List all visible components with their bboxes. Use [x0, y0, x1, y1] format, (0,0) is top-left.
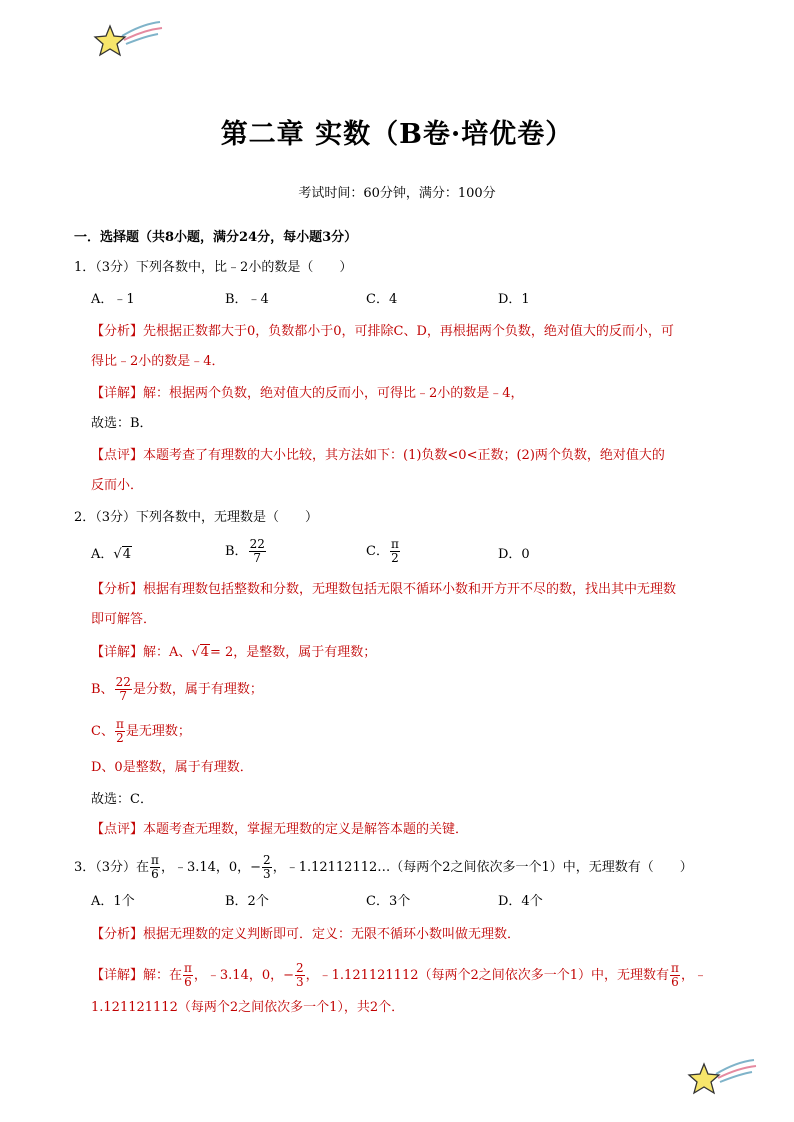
q3-detail-line2: 1.121121112（每两个2之间依次多一个1），共2个． [91, 1000, 405, 1015]
section-heading: 一．选择题（共8小题，满分24分，每小题3分） [74, 230, 358, 245]
q1-option-a: A．﹣1 [91, 292, 135, 307]
q1-option-d: D．1 [498, 292, 530, 307]
q2-detail-d: D、0是整数，属于有理数． [91, 760, 253, 775]
q2-option-a: A．√4 [91, 547, 131, 562]
q2-choice: 故选：C． [91, 792, 153, 807]
page-title: 第二章 实数（B卷·培优卷） [220, 119, 574, 150]
q2-detail-b: B、 $\frac{22}{7}$ 是分数，属于有理数； [91, 675, 263, 703]
q2-stem: 2．（3分）下列各数中，无理数是（ ） [74, 510, 319, 525]
q3-option-d: D．4个 [498, 894, 543, 909]
exam-info: 考试时间：60分钟，满分：100分 [298, 186, 496, 201]
q3-option-a: A．1个 [91, 894, 135, 909]
q1-analysis-line2: 得比﹣2小的数是﹣4． [91, 354, 225, 369]
q3-stem: 3．（3分）在 $\frac{\pi}{6}$ ，﹣3.14，0，− $\frac{2}{3}$ ，﹣1.12112112…（每两个2之间依次多一个1）中，无理数有（ ） [74, 853, 693, 881]
q1-comment-line2: 反而小． [91, 478, 144, 493]
shooting-star-icon [686, 1052, 761, 1097]
q1-stem: 1．（3分）下列各数中，比﹣2小的数是（ ） [74, 260, 353, 275]
q2-detail-c: C、 $\frac{\pi}{2}$ 是无理数； [91, 717, 191, 745]
q3-option-b: B．2个 [225, 894, 269, 909]
q2-option-c: C． $\frac{\pi}{2}$ [366, 537, 399, 565]
q1-comment-line1: 【点评】本题考查了有理数的大小比较，其方法如下：(1)负数<0<正数；(2)两个负数，绝对值大的 [91, 448, 665, 463]
q3-detail-line1: 【详解】解：在 $\frac{\pi}{6}$ ，﹣3.14，0，− $\frac{2}{3}$ ，﹣1.121121112（每两个2之间依次多一个1）中，无理数有 $\frac{\pi}{6}$ ，﹣ [91, 961, 707, 989]
q1-option-b: B．﹣4 [225, 292, 269, 307]
q2-option-b: B． $\frac{22}{7}$ [225, 537, 265, 565]
q1-detail: 【详解】解：根据两个负数，绝对值大的反而小，可得比﹣2小的数是﹣4， [91, 386, 524, 401]
q2-detail-a: 【详解】解：A、√4= 2，是整数，属于有理数； [91, 645, 377, 660]
shooting-star-icon [92, 14, 167, 59]
q2-analysis-line1: 【分析】根据有理数包括整数和分数，无理数包括无限不循环小数和开方开不尽的数，找出其中无理数 [91, 582, 677, 597]
q3-analysis: 【分析】根据无理数的定义判断即可．定义：无限不循环小数叫做无理数． [91, 927, 521, 942]
q1-choice: 故选：B． [91, 416, 153, 431]
q2-analysis-line2: 即可解答． [91, 612, 157, 627]
q3-option-c: C．3个 [366, 894, 411, 909]
q1-option-c: C．4 [366, 292, 398, 307]
q1-analysis-line1: 【分析】先根据正数都大于0，负数都小于0，可排除C、D，再根据两个负数，绝对值大的反而小，可 [91, 324, 674, 339]
q2-option-d: D．0 [498, 547, 530, 562]
q2-comment: 【点评】本题考查无理数，掌握无理数的定义是解答本题的关键． [91, 822, 469, 837]
